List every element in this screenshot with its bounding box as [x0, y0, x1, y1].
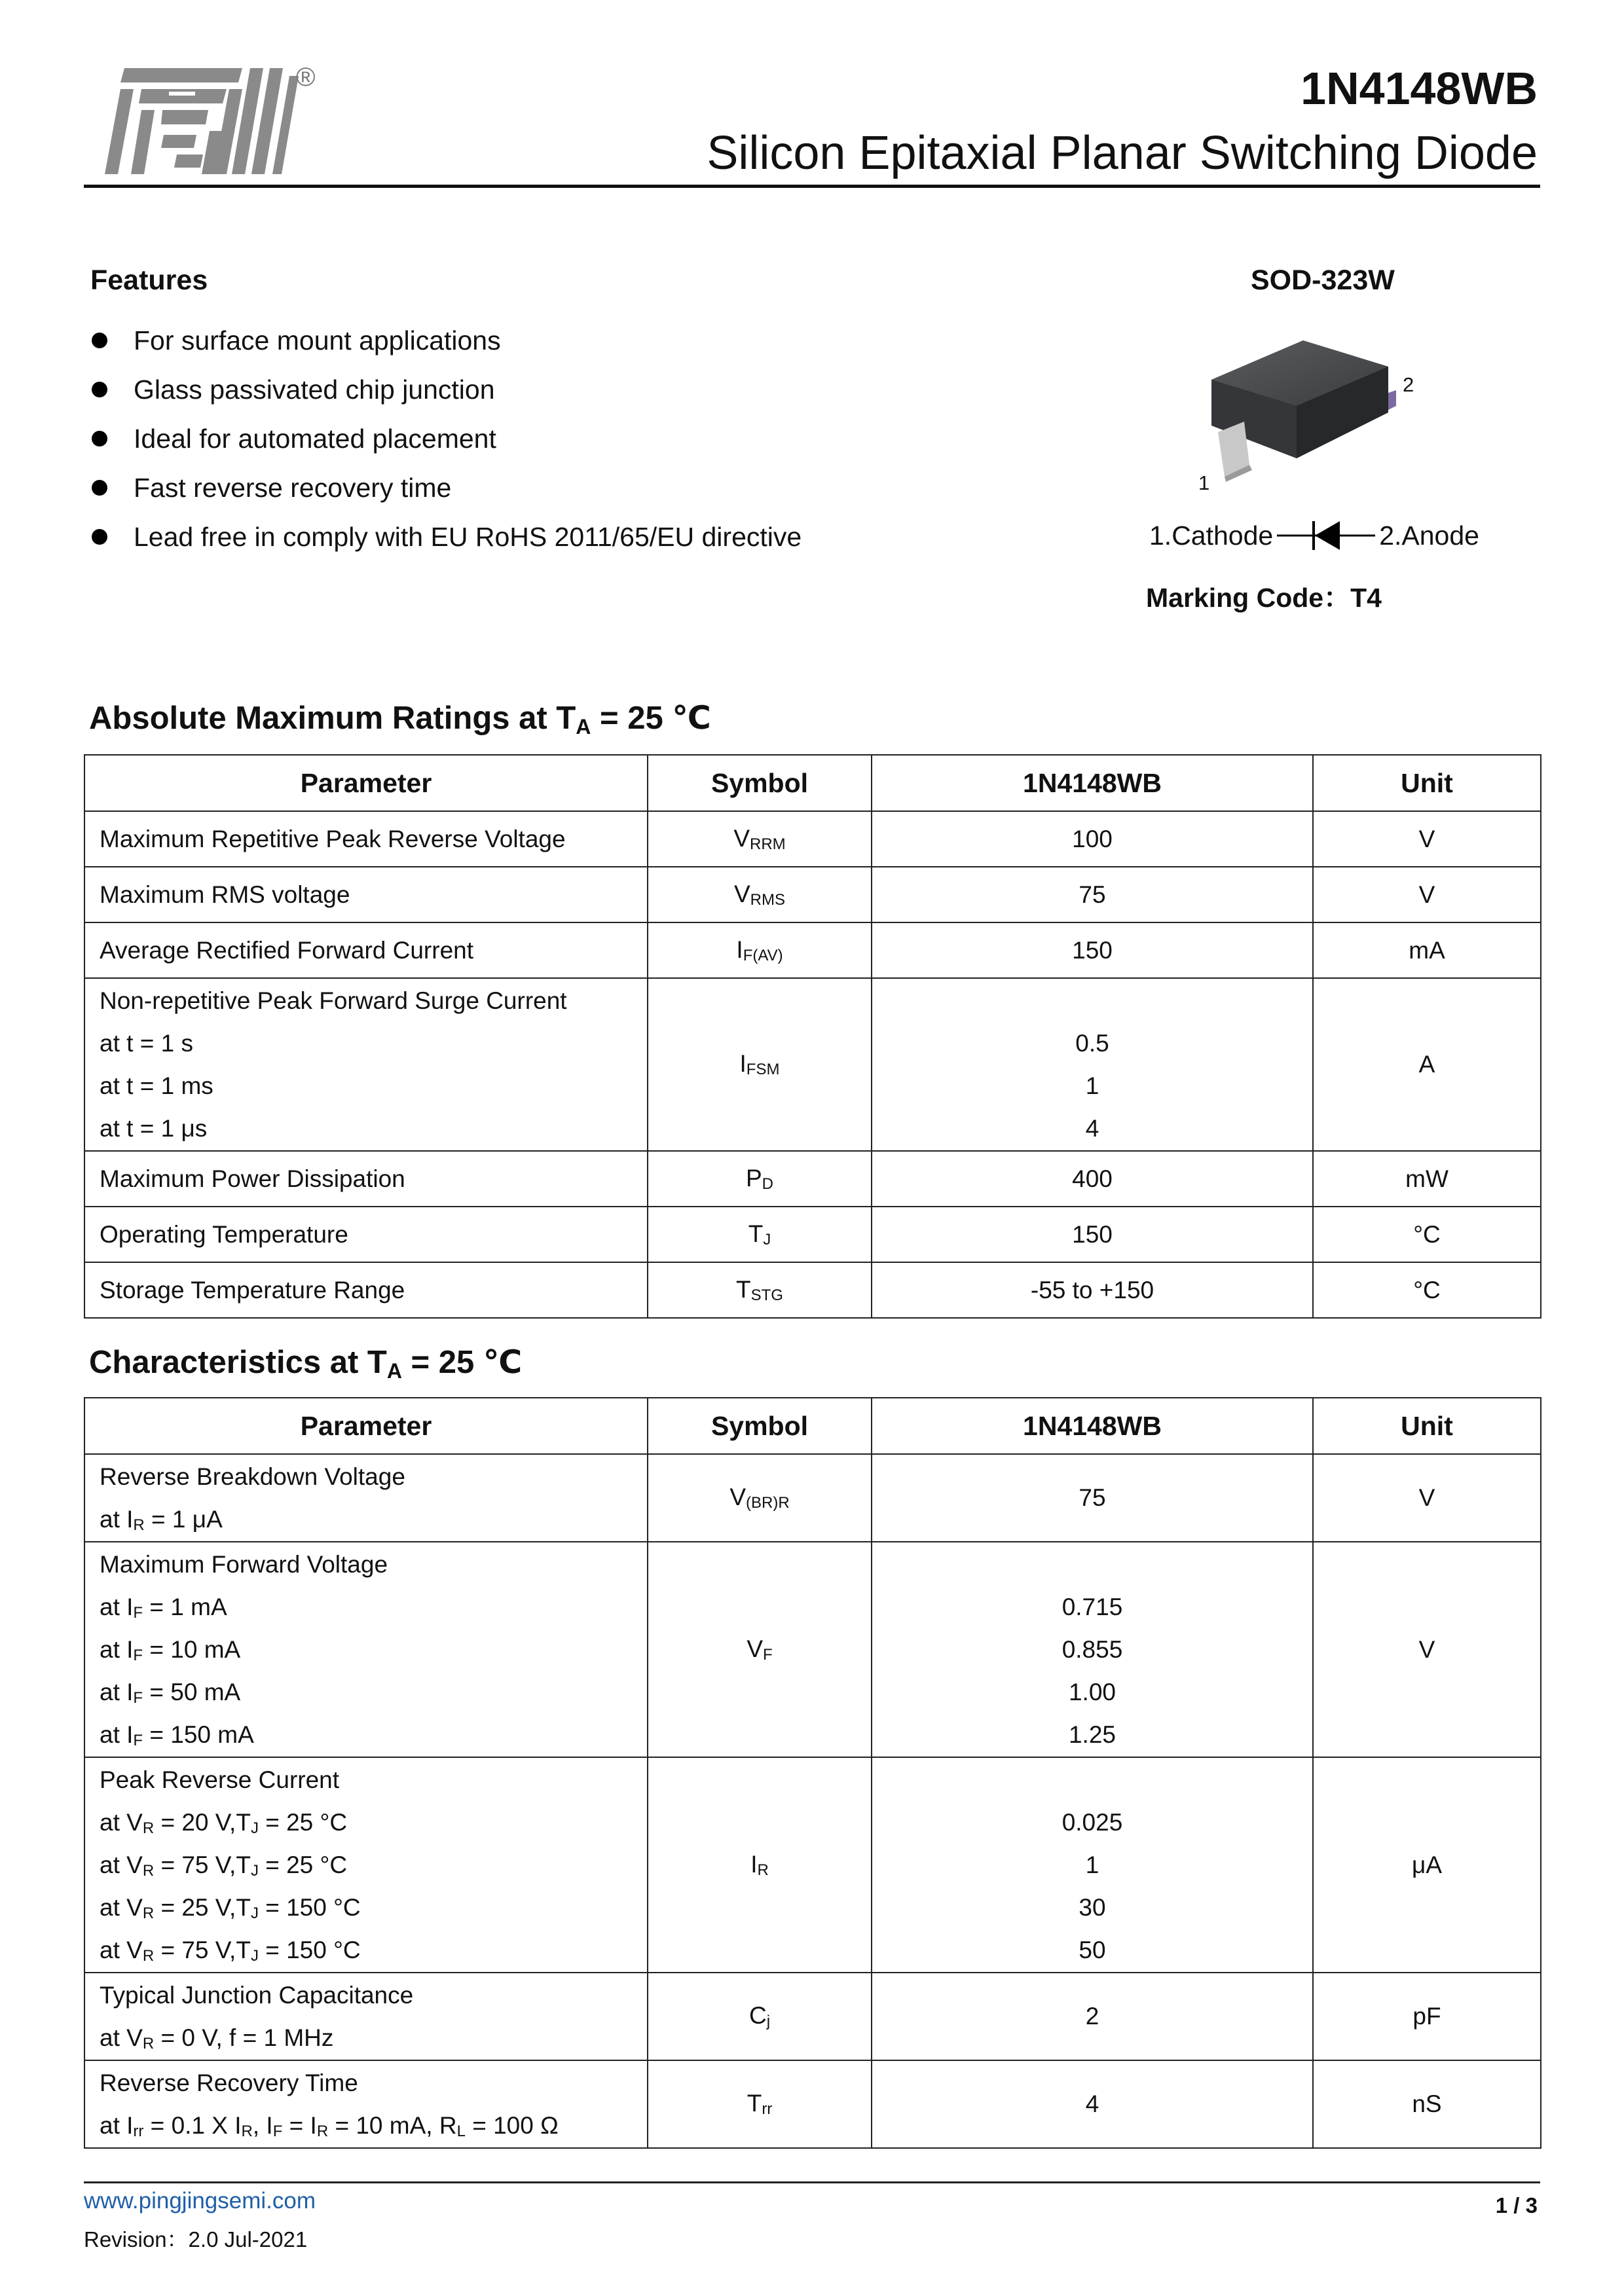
diode-symbol-icon: [1277, 516, 1375, 555]
col-header: Unit: [1313, 755, 1541, 811]
col-header: Symbol: [648, 1398, 872, 1454]
characteristics-table: [84, 1397, 1541, 2149]
features-heading: Features: [90, 264, 208, 296]
pj-logo-icon: [98, 63, 341, 184]
footer-divider: [84, 2181, 1540, 2183]
table-row: Typical Junction Capacitance at $V_R = 0$ V, f = 1 MHz $C_j$ 2 pF: [84, 1973, 1541, 2060]
header-divider: [84, 185, 1540, 188]
list-item: Glass passivated chip junction: [92, 365, 802, 414]
pinout-diagram: [1149, 516, 1479, 555]
document-subtitle: Silicon Epitaxial Planar Switching Diode: [707, 127, 1538, 179]
bullet-icon: [92, 382, 107, 397]
list-item: Ideal for automated placement: [92, 414, 802, 463]
list-item: Lead free in comply with EU RoHS 2011/65/EU directive: [92, 512, 802, 561]
table-row: Operating Temperature $T_J$ 150 °C: [84, 1207, 1541, 1262]
registered-mark: ®: [296, 63, 316, 92]
pin2-number: 2: [1403, 373, 1414, 396]
cathode-label: 1.Cathode: [1149, 520, 1274, 551]
col-header: 1N4148WB: [872, 1398, 1313, 1454]
bullet-icon: [92, 333, 107, 348]
table-row: Non-repetitive Peak Forward Surge Current at t = 1 s at t = 1 ms at t = 1 μs $I_{FSM}$ 0.5 1 4 A: [84, 978, 1541, 1151]
table-row: Maximum RMS voltage $V_{RMS}$ 75 V: [84, 867, 1541, 922]
anode-label: 2.Anode: [1379, 520, 1479, 551]
list-item: Fast reverse recovery time: [92, 463, 802, 512]
table-row: Maximum Power Dissipation $P_D$ 400 mW: [84, 1151, 1541, 1207]
features-list: [92, 316, 802, 561]
col-header: Unit: [1313, 1398, 1541, 1454]
abs-max-table: [84, 754, 1541, 1319]
part-number: 1N4148WB: [1301, 63, 1538, 114]
abs-max-heading: Absolute Maximum Ratings at $T_A = 25$ ℃: [89, 701, 711, 738]
website-link[interactable]: www.pingjingsemi.com: [84, 2188, 316, 2214]
table-row: Average Rectified Forward Current $I_{F(AV)}$ 150 mA: [84, 922, 1541, 978]
table-header-row: [84, 755, 1541, 811]
table-row: Reverse Breakdown Voltage at $I_R = 1$ μA $V_{(BR)R}$ 75 V: [84, 1454, 1541, 1542]
table-row: Maximum Forward Voltage at $I_F = 1$ mA at $I_F = 10$ mA at $I_F = 50$ mA at $I_F = 150$ mA $V_F$ 0.715 0.855 1.00 1.25 V: [84, 1542, 1541, 1757]
bullet-icon: [92, 480, 107, 496]
bullet-icon: [92, 431, 107, 446]
list-item: For surface mount applications: [92, 316, 802, 365]
package-name: SOD-323W: [1251, 264, 1395, 296]
table-row: Storage Temperature Range $T_{STG}$ -55 to +150 °C: [84, 1262, 1541, 1318]
bullet-icon: [92, 529, 107, 545]
table-row: Maximum Repetitive Peak Reverse Voltage $V_{RRM}$ 100 V: [84, 811, 1541, 867]
table-row: Reverse Recovery Time at $I_{rr} = 0.1$ X $I_R$, $I_F = I_R = 10$ mA, $R_L = 100$ Ω $T_{rr}$ 4 nS: [84, 2060, 1541, 2148]
package-image: [1192, 327, 1428, 501]
page-number: 1 / 3: [1495, 2193, 1538, 2217]
table-row: Peak Reverse Current at $V_R = 20$ $V,T_J = 25$ °C at $V_R = 75$ $V,T_J = 25$ °C at $V_R = 25$ $V,T_J = 150$ °C at $V_R = 75$ $V,T_J = 150$ °C $I_R$ 0.025 1 30 50 μA: [84, 1757, 1541, 1973]
pin1-number: 1: [1198, 471, 1210, 494]
marking-code: Marking Code：T4: [1146, 583, 1382, 613]
table-header-row: [84, 1398, 1541, 1454]
characteristics-heading: Characteristics at $T_A = 25$ ℃: [89, 1345, 523, 1383]
col-header: Parameter: [84, 755, 648, 811]
col-header: Symbol: [648, 755, 872, 811]
title-block: [707, 65, 1538, 177]
col-header: Parameter: [84, 1398, 648, 1454]
revision-text: Revision：2.0 Jul-2021: [84, 2227, 308, 2251]
col-header: 1N4148WB: [872, 755, 1313, 811]
